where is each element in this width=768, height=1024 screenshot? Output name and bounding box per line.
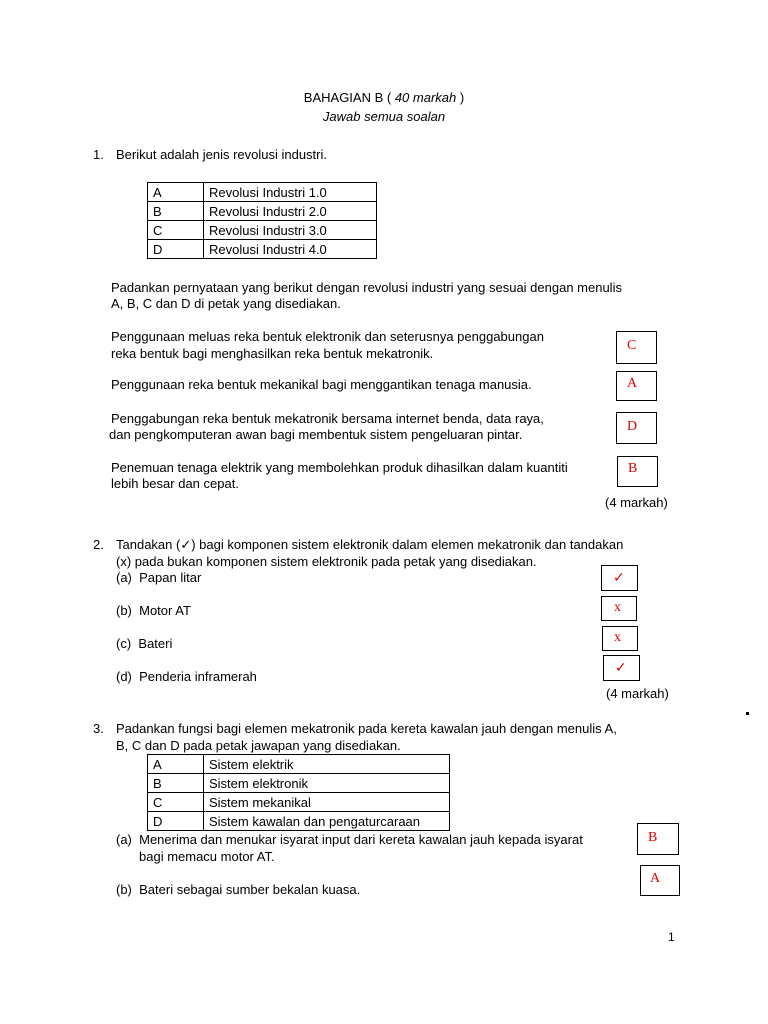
option-value: Revolusi Industri 3.0 <box>204 221 377 240</box>
item-text: Motor AT <box>139 603 191 618</box>
option-value: Revolusi Industri 1.0 <box>204 183 377 202</box>
q1-statement-4-line1: Penemuan tenaga elektrik yang membolehkan produk dihasilkan dalam kuantiti <box>111 460 568 475</box>
answer-value: A <box>627 376 638 391</box>
table-row <box>148 183 377 202</box>
q1-number: 1. <box>93 147 104 162</box>
table-row <box>148 240 377 259</box>
table-row <box>148 221 377 240</box>
q1-marks: (4 markah) <box>605 495 668 510</box>
option-value: Sistem kawalan dan pengaturcaraan <box>204 812 450 831</box>
q1-instruction-line1: Padankan pernyataan yang berikut dengan revolusi industri yang sesuai dengan menulis <box>111 280 622 295</box>
answer-value: x <box>614 630 621 645</box>
item-text: Menerima dan menukar isyarat input dari kereta kawalan jauh kepada isyarat <box>139 832 583 847</box>
option-key: A <box>148 183 204 202</box>
answer-value: ✓ <box>615 660 627 676</box>
q2-item-b <box>116 603 191 619</box>
q2-line2: (x) pada bukan komponen sistem elektronik pada petak yang disediakan. <box>116 554 537 569</box>
option-value: Sistem elektronik <box>204 774 450 793</box>
q3-line1: Padankan fungsi bagi elemen mekatronik pada kereta kawalan jauh dengan menulis A, <box>116 721 617 736</box>
option-key: A <box>148 755 204 774</box>
q1-statement-1-line2: reka bentuk bagi menghasilkan reka bentuk mekatronik. <box>111 346 434 361</box>
item-text: Penderia inframerah <box>139 669 257 684</box>
item-text: Bateri <box>138 636 173 651</box>
answer-value: B <box>648 830 658 845</box>
q2-number: 2. <box>93 537 104 552</box>
q2-item-a <box>116 570 201 586</box>
option-key: B <box>148 202 204 221</box>
option-key: C <box>148 793 204 812</box>
table-row <box>148 774 450 793</box>
q2-marks: (4 markah) <box>606 686 669 701</box>
item-label: (b) <box>116 882 132 897</box>
q1-intro: Berikut adalah jenis revolusi industri. <box>116 147 327 162</box>
item-label: (c) <box>116 636 132 651</box>
q1-statement-4-line2: lebih besar dan cepat. <box>111 476 239 491</box>
table-row <box>148 793 450 812</box>
q1-instruction-line2: A, B, C dan D di petak yang disediakan. <box>111 296 341 311</box>
section-marks: 40 markah <box>394 90 457 105</box>
item-text: Bateri sebagai sumber bekalan kuasa. <box>139 882 361 897</box>
answer-box[interactable] <box>616 331 657 364</box>
q1-options-table <box>147 182 377 259</box>
q1-statement-3-line2: dan pengkomputeran awan bagi membentuk sistem pengeluaran pintar. <box>109 427 523 442</box>
item-label: (d) <box>116 669 132 684</box>
answer-value: x <box>614 600 621 615</box>
section-instruction: Jawab semua soalan <box>322 109 446 124</box>
q2-item-d <box>116 669 257 685</box>
answer-value: D <box>627 419 638 434</box>
q3-item-a-line1 <box>116 832 583 848</box>
section-title <box>0 90 768 106</box>
answer-value: A <box>650 871 661 886</box>
answer-value: C <box>627 338 637 353</box>
q3-line2: B, C dan D pada petak jawapan yang disediakan. <box>116 738 401 753</box>
option-value: Sistem elektrik <box>204 755 450 774</box>
item-label: (b) <box>116 603 132 618</box>
option-value: Sistem mekanikal <box>204 793 450 812</box>
q1-statement-3-line1: Penggabungan reka bentuk mekatronik bersama internet benda, data raya, <box>111 411 544 426</box>
stray-dot <box>746 712 749 715</box>
section-title-prefix: BAHAGIAN B ( <box>303 90 395 105</box>
option-key: D <box>148 240 204 259</box>
table-row <box>148 812 450 831</box>
q2-item-c <box>116 636 172 652</box>
option-key: D <box>148 812 204 831</box>
q2-line1: Tandakan (✓) bagi komponen sistem elektronik dalam elemen mekatronik dan tandakan <box>116 537 624 552</box>
table-row <box>148 755 450 774</box>
option-value: Revolusi Industri 4.0 <box>204 240 377 259</box>
answer-box[interactable] <box>637 823 679 855</box>
q3-options-table <box>147 754 450 831</box>
item-label: (a) <box>116 570 132 585</box>
option-key: B <box>148 774 204 793</box>
answer-box[interactable] <box>617 456 658 487</box>
q1-statement-2-line1: Penggunaan reka bentuk mekanikal bagi menggantikan tenaga manusia. <box>111 377 532 392</box>
item-text: Papan litar <box>139 570 202 585</box>
table-row <box>148 202 377 221</box>
q1-statement-1-line1: Penggunaan meluas reka bentuk elektronik dan seterusnya penggabungan <box>111 329 544 344</box>
q3-number: 3. <box>93 721 104 736</box>
item-label: (a) <box>116 832 132 847</box>
section-title-suffix: ) <box>456 90 465 105</box>
option-key: C <box>148 221 204 240</box>
answer-value: ✓ <box>613 570 625 586</box>
answer-value: B <box>628 461 638 476</box>
q3-item-a-line2: bagi memacu motor AT. <box>139 849 275 864</box>
page-number: 1 <box>668 930 675 944</box>
option-value: Revolusi Industri 2.0 <box>204 202 377 221</box>
q3-item-b-line1 <box>116 882 360 898</box>
